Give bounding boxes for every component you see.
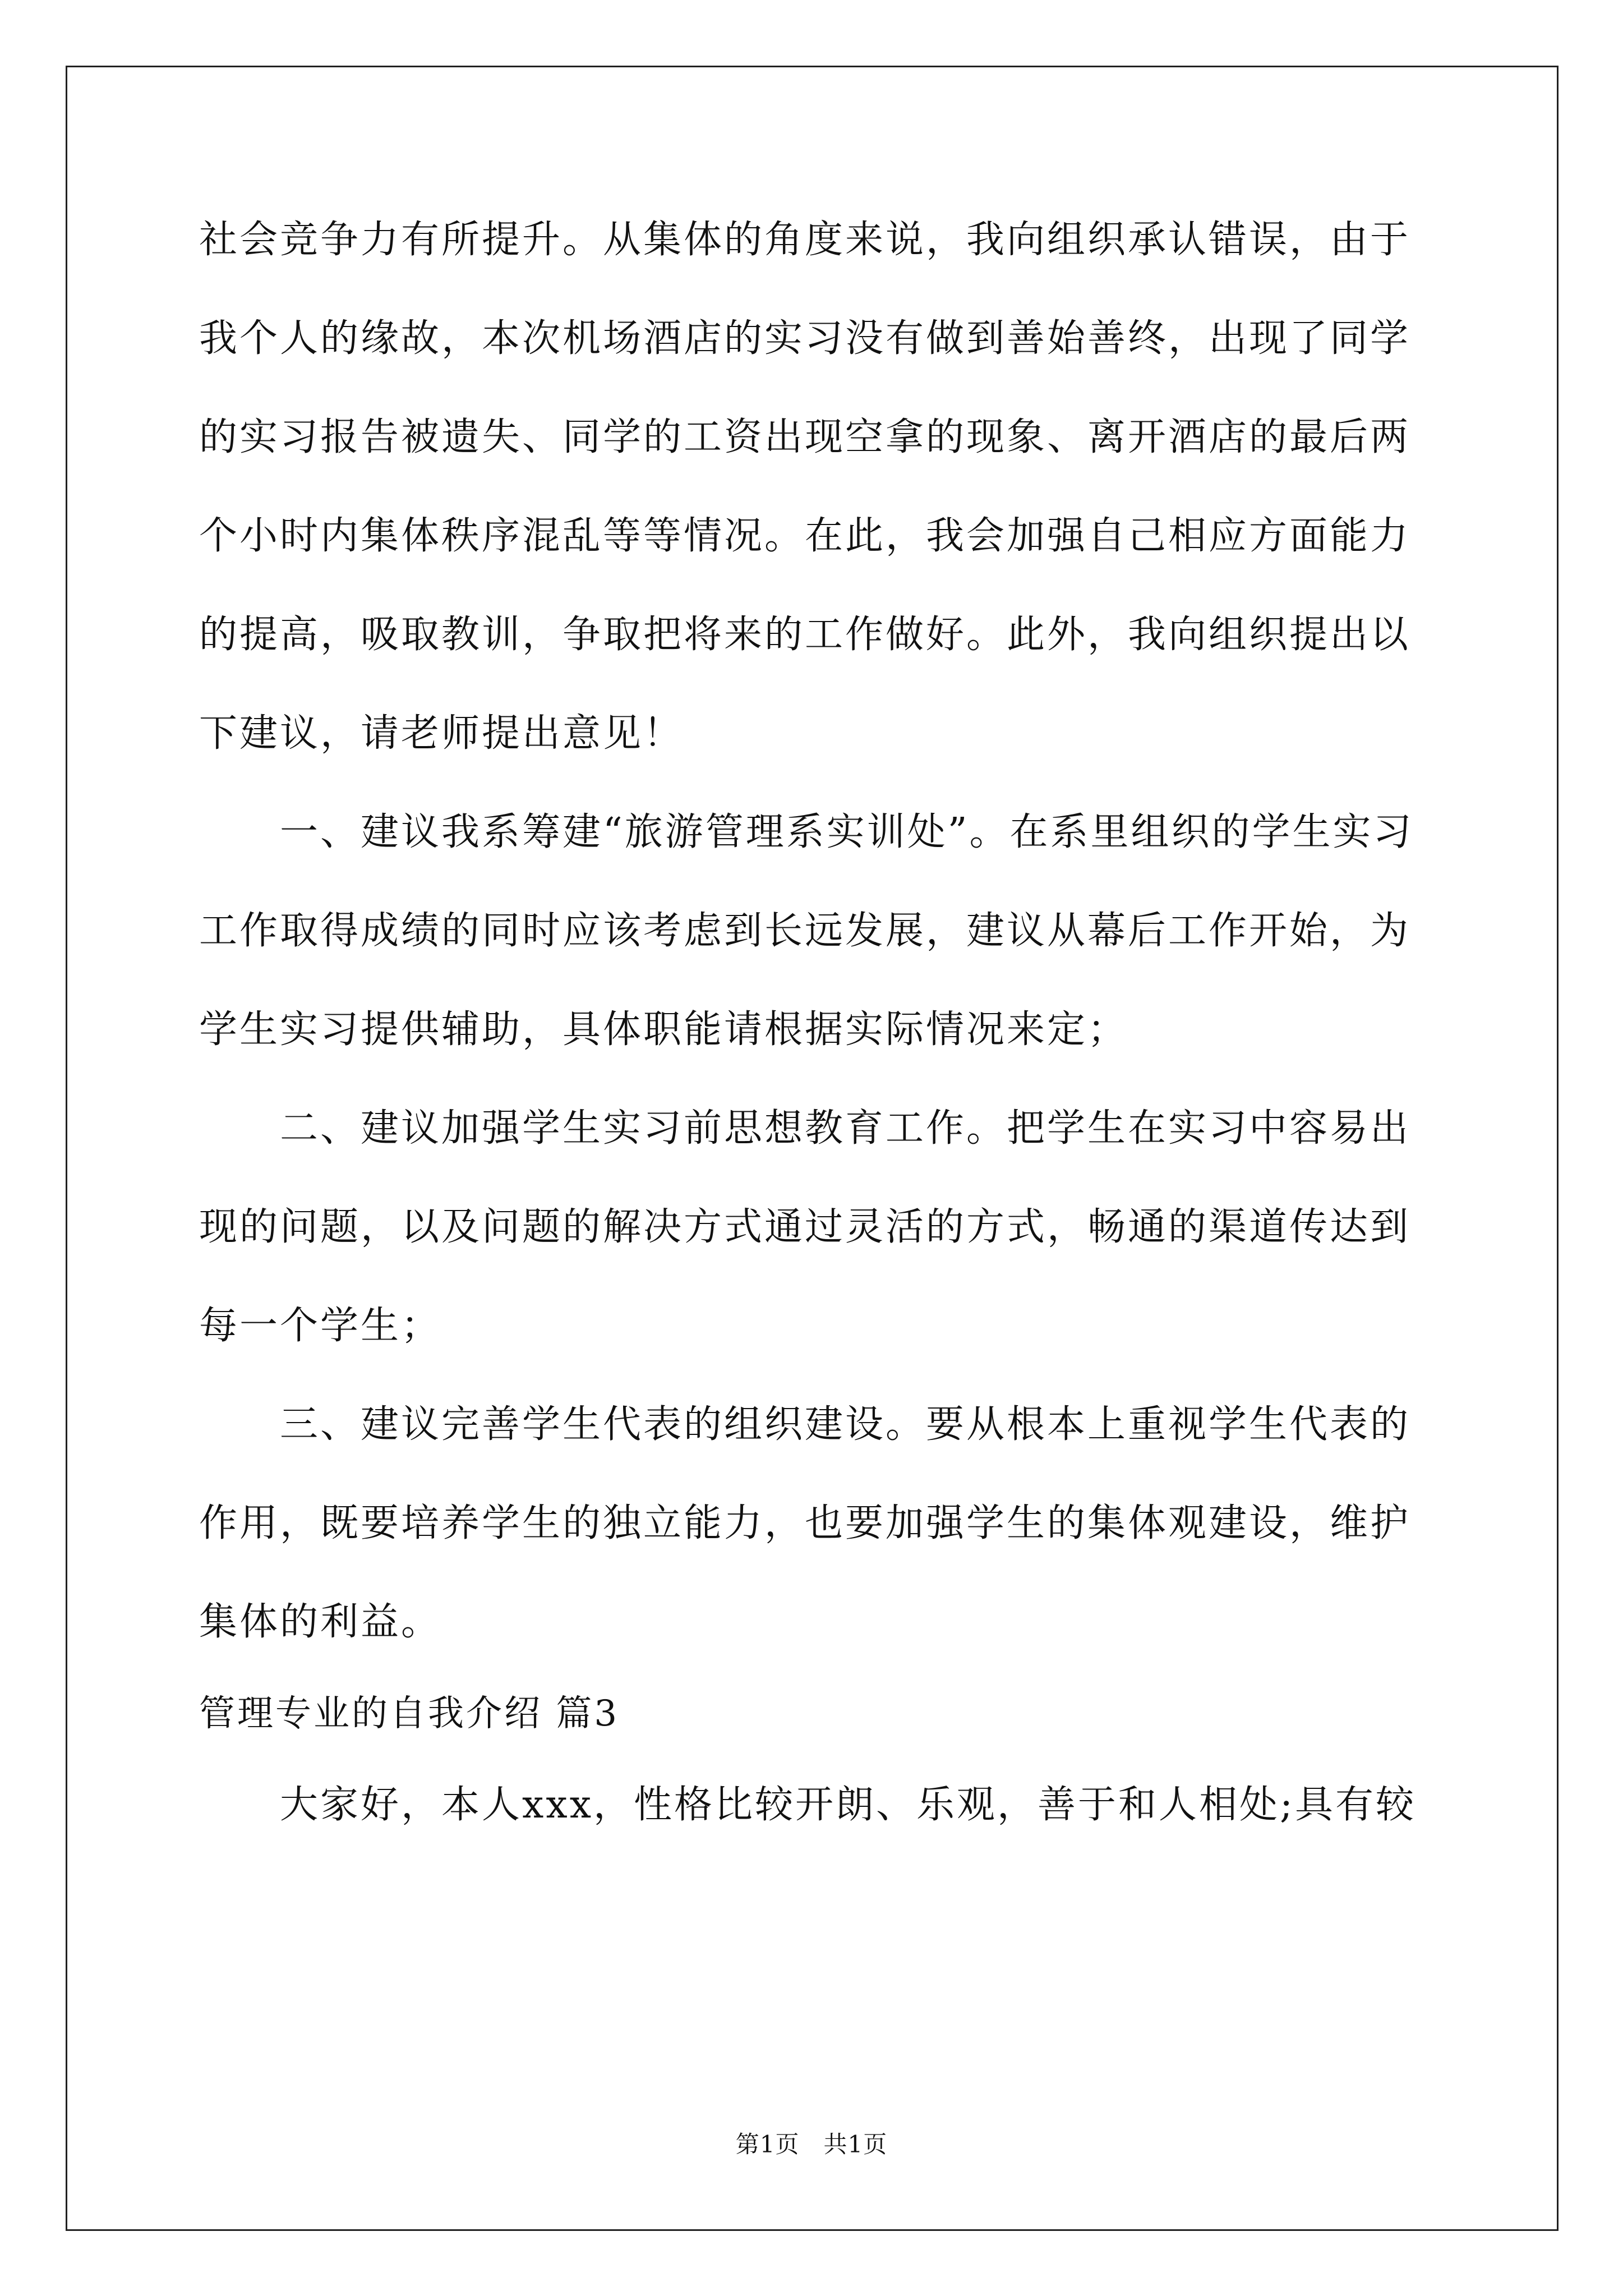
text-line: 学生实习提供辅助，具体职能请根据实际情况来定； bbox=[199, 1007, 1128, 1052]
text-line: 个小时内集体秩序混乱等等情况。在此，我会加强自己相应方面能力 bbox=[199, 514, 1411, 558]
text-line: 我个人的缘故，本次机场酒店的实习没有做到善始善终，出现了同学 bbox=[199, 316, 1411, 361]
text-line: 作用，既要培养学生的独立能力，也要加强学生的集体观建设，维护 bbox=[199, 1501, 1411, 1545]
document-body bbox=[199, 191, 1433, 1855]
text-line: 现的问题，以及问题的解决方式通过灵活的方式，畅通的渠道传达到 bbox=[199, 1205, 1411, 1249]
text-line: 一、建议我系筹建“旅游管理系实训处”。在系里组织的学生实习 bbox=[280, 810, 1414, 854]
text-line: 下建议，请老师提出意见！ bbox=[199, 711, 684, 756]
page-footer: 第1页 共1页 bbox=[735, 2131, 888, 2158]
section-heading: 管理专业的自我介绍 篇3 bbox=[199, 1693, 620, 1734]
text-line: 三、建议完善学生代表的组织建设。要从根本上重视学生代表的 bbox=[280, 1402, 1411, 1447]
text-line: 集体的利益。 bbox=[199, 1600, 442, 1644]
text-line: 社会竞争力有所提升。从集体的角度来说，我向组织承认错误，由于 bbox=[199, 218, 1411, 262]
paragraph-3 bbox=[199, 1079, 1433, 1375]
text-line: 的实习报告被遗失、同学的工资出现空拿的现象、离开酒店的最后两 bbox=[199, 415, 1411, 459]
paragraph-2 bbox=[199, 783, 1433, 1079]
text-line: 的提高，吸取教训，争取把将来的工作做好。此外，我向组织提出以 bbox=[199, 613, 1411, 657]
text-line: 工作取得成绩的同时应该考虑到长远发展，建议从幕后工作开始，为 bbox=[199, 909, 1411, 953]
paragraph-4 bbox=[199, 1375, 1433, 1672]
text-line: 大家好，本人xxx，性格比较开朗、乐观，善于和人相处;具有较 bbox=[280, 1783, 1416, 1827]
paragraph-5 bbox=[199, 1756, 1433, 1855]
text-line: 二、建议加强学生实习前思想教育工作。把学生在实习中容易出 bbox=[280, 1106, 1411, 1151]
paragraph-1 bbox=[199, 191, 1433, 783]
text-line: 每一个学生； bbox=[199, 1304, 442, 1348]
